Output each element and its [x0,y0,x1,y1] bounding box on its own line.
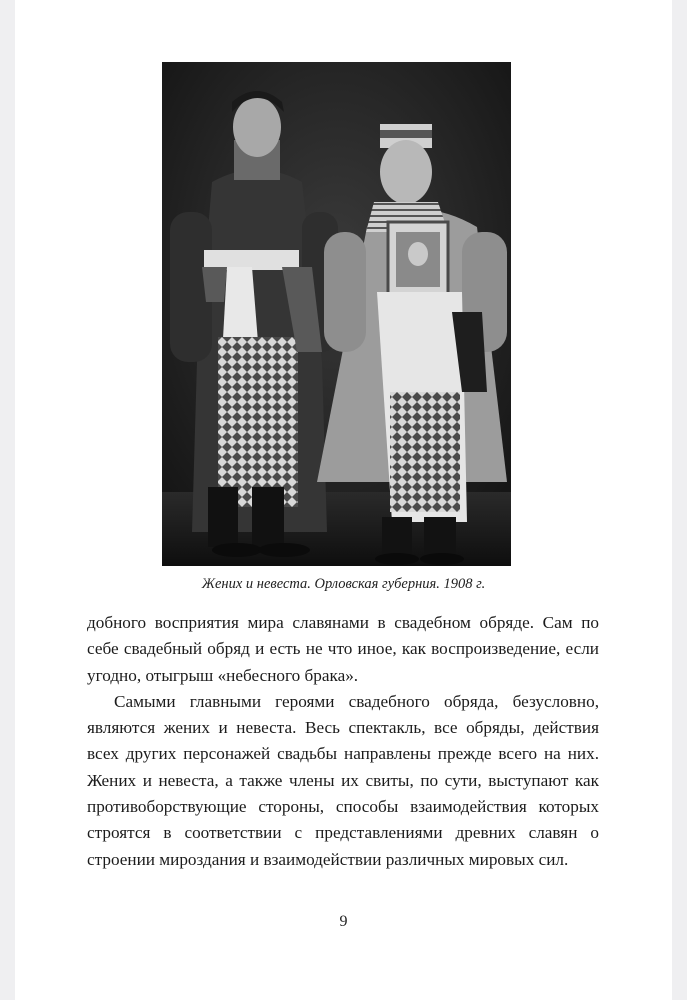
photo-caption: Жених и невеста. Орловская губерния. 1908 г. [201,576,486,592]
book-page [15,0,672,1000]
body-text [87,610,599,873]
page-number: 9 [339,913,348,930]
groom-and-bride-photo [162,62,511,566]
paragraph-continued: добного восприятия мира славянами в свадебном обряде. Сам по себе свадебный обряд и есть не что иное, как воспроизведение, если угодно, отыгрыш «небесного брака». [87,613,599,685]
paragraph: Самыми главными героями свадебного обряда, безусловно, являются жених и невеста. Весь спектакль, все обряды, действия всех других персонажей свадьбы направлены прежде всего на них. Жених и невеста, а также члены их свиты, по сути, выступают как противоборствующие стороны, способы взаимодействия которых строятся в соответствии с представлениями древних славян о строении мироздания и взаимодействии различных мировых сил. [87,691,599,869]
photo-illustration [162,62,511,566]
